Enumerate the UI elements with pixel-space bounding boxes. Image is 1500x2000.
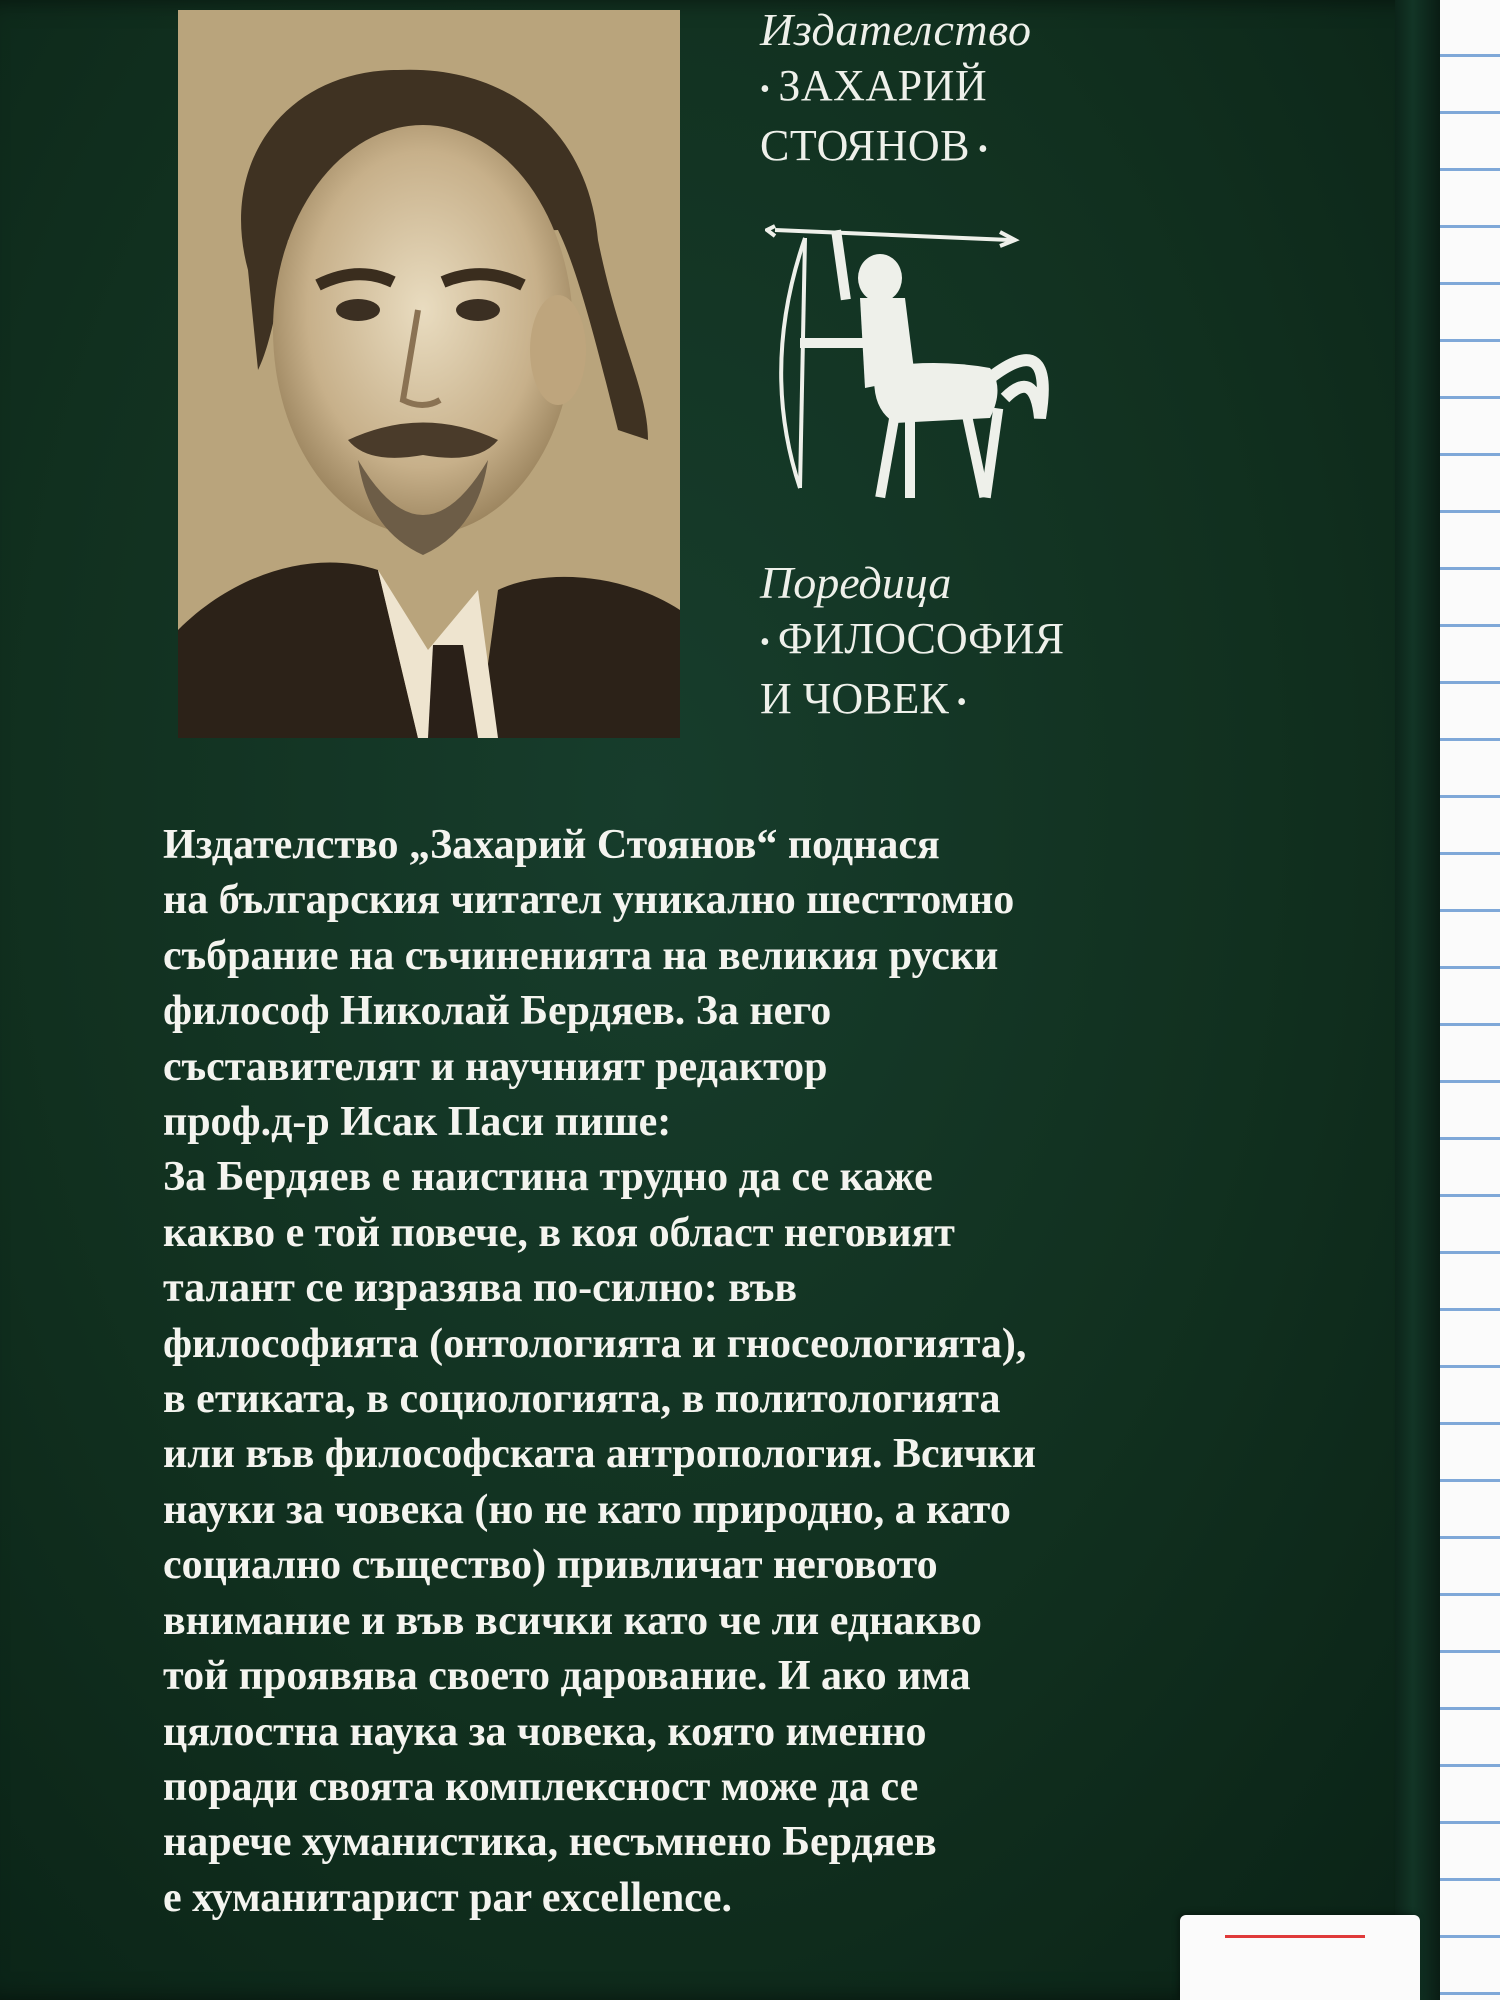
- blurb-line: внимание и във всички като че ли еднакво: [163, 1597, 982, 1644]
- blurb-line: философ Николай Бердяев. За него: [163, 988, 832, 1035]
- sticker-red-line: [1225, 1935, 1365, 1938]
- blurb-line: талант се изразява по-силно: във: [163, 1265, 797, 1312]
- author-portrait: [178, 10, 680, 738]
- publisher-name-line2: СТОЯНОВ •: [760, 118, 1120, 178]
- cover-edge: [1395, 0, 1440, 2000]
- publisher-label: Издателство: [760, 4, 1032, 55]
- blurb-line: или във философската антропология. Всички: [163, 1431, 1036, 1478]
- blurb-line: на българския читател уникално шесттомно: [163, 877, 1015, 924]
- blurb-line: какво е той повече, в коя област неговият: [163, 1209, 955, 1256]
- blurb-line: науки за човека (но не като природно, а като: [163, 1486, 1011, 1533]
- blurb-line: социално същество) привличат неговото: [163, 1542, 938, 1589]
- blurb-line: той проявява своето дарование. И ако има: [163, 1653, 971, 1700]
- series-label: Поредица: [760, 557, 952, 608]
- blurb-line: Издателство „Захарий Стоянов“ поднася: [163, 822, 940, 868]
- blurb-line: За Бердяев е наистина трудно да се каже: [163, 1154, 933, 1201]
- blurb-line: съставителят и научният редактор: [163, 1043, 828, 1090]
- notebook-paper: [1430, 0, 1500, 2000]
- blurb-line: е хуманитарист par excellence.: [163, 1874, 732, 1921]
- series-name-line1: • ФИЛОСОФИЯ: [760, 611, 1160, 671]
- blurb-text: [163, 818, 1233, 1926]
- library-sticker: [1180, 1915, 1420, 2000]
- blurb-line: в етиката, в социологията, в политологията: [163, 1376, 1001, 1423]
- centaur-archer-icon: [765, 218, 1055, 508]
- blurb-line: проф.д-р Исак Паси пише:: [163, 1099, 672, 1146]
- blurb-line: нарече хуманистика, несъмнено Бердяев: [163, 1819, 937, 1866]
- blurb-line: цялостна наука за човека, която именно: [163, 1708, 927, 1755]
- publisher-name-line1: • ЗАХАРИЙ: [760, 58, 1120, 118]
- blurb-line: философията (онтологията и гносеологията),: [163, 1320, 1027, 1367]
- blurb-line: събрание на съчиненията на великия руски: [163, 932, 999, 979]
- publisher-block: [760, 2, 1120, 178]
- series-block: [760, 555, 1160, 731]
- series-name-line2: И ЧОВЕК •: [760, 671, 1160, 731]
- blurb-line: поради своята комплексност може да се: [163, 1763, 919, 1810]
